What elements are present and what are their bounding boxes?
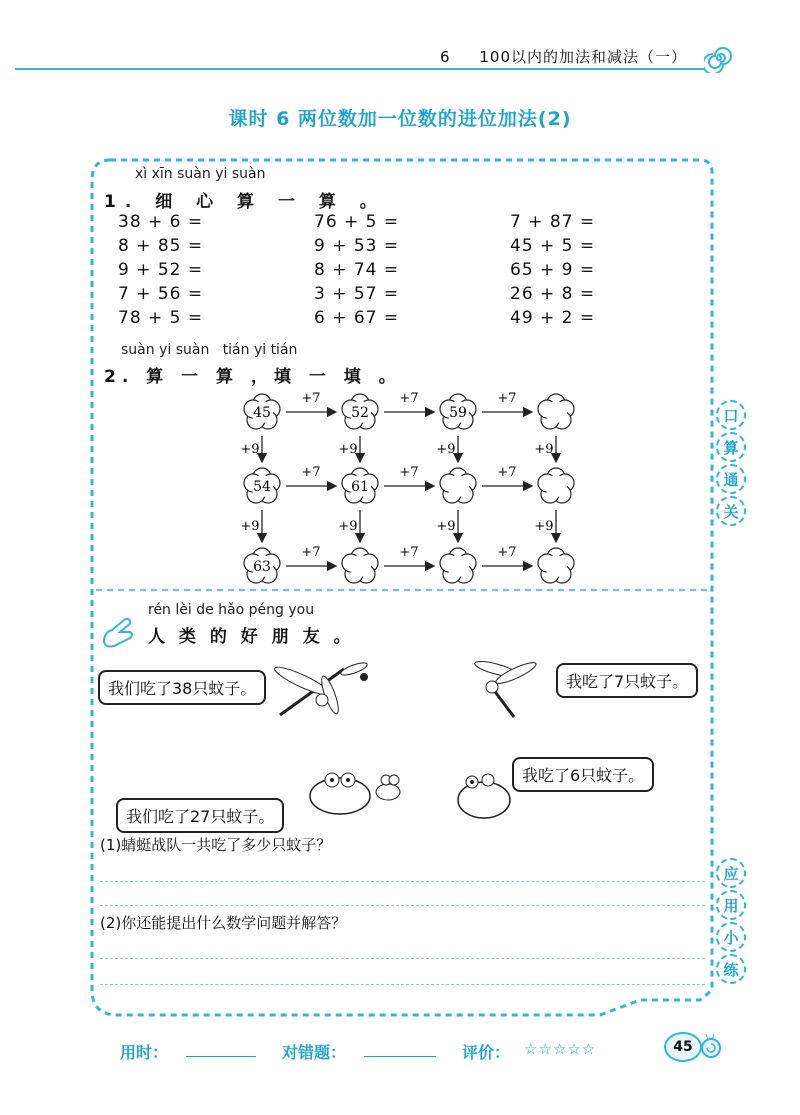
flower-number: 61	[351, 479, 369, 495]
flower-number: 52	[351, 405, 369, 421]
answer-line[interactable]	[100, 984, 705, 985]
speech-bubble: 我吃了6只蚊子。	[512, 757, 654, 792]
section2-pinyin: suàn yi suàn tián yi tián	[121, 342, 298, 358]
equation: 49 + 2 =	[510, 308, 596, 328]
row-op-label: +7	[301, 391, 321, 406]
col-op-label: +9	[240, 519, 260, 534]
equation: 6 + 67 =	[314, 308, 400, 328]
flower-blank-cell[interactable]	[538, 468, 574, 503]
equation: 7 + 56 =	[118, 284, 204, 304]
question-2: (2)你还能提出什么数学问题并解答？	[100, 914, 347, 932]
errors-label: 对错题：	[282, 1043, 347, 1062]
lesson-title: 课时 6 两位数加一位数的进位加法(2)	[228, 108, 572, 130]
dragonfly-icon	[272, 655, 382, 723]
row-op-label: +7	[399, 465, 419, 480]
flower-blank-cell[interactable]	[538, 394, 574, 429]
side-tab-char: 应	[716, 858, 746, 888]
col-op-label: +9	[240, 442, 260, 457]
chapter-title: 100以内的加法和减法（一）	[479, 48, 688, 66]
row-op-label: +7	[399, 545, 419, 560]
answer-line[interactable]	[100, 958, 705, 959]
side-tab-char: 小	[716, 922, 746, 952]
equation: 9 + 52 =	[118, 260, 204, 280]
flower-number: 63	[253, 559, 271, 575]
equation: 65 + 9 =	[510, 260, 596, 280]
time-label: 用时：	[120, 1043, 169, 1062]
time-input[interactable]	[186, 1038, 256, 1057]
speech-bubble: 我们吃了38只蚊子。	[98, 670, 266, 705]
col-op-label: +9	[338, 442, 358, 457]
section3-pinyin: rén lèi de hǎo péng you	[148, 602, 315, 618]
dragonfly-icon	[470, 655, 550, 723]
equation: 76 + 5 =	[314, 212, 400, 232]
equation-grid	[118, 212, 678, 328]
side-tab-oral	[716, 400, 746, 526]
frog-icon	[450, 768, 520, 828]
equation: 78 + 5 =	[118, 308, 204, 328]
frog-icon	[300, 766, 410, 826]
side-tab-char: 通	[716, 464, 746, 494]
rating-label: 评价：	[462, 1043, 511, 1062]
equation: 8 + 74 =	[314, 260, 400, 280]
flower-number: 59	[449, 405, 467, 421]
equation: 26 + 8 =	[510, 284, 596, 304]
flower-blank-cell[interactable]	[440, 468, 476, 503]
section2-title: 2. 算 一 算 ，填 一 填 。	[104, 367, 402, 387]
equation: 9 + 53 =	[314, 236, 400, 256]
section1-title: 1. 细 心 算 一 算 。	[104, 192, 386, 212]
equation: 7 + 87 =	[510, 212, 596, 232]
speech-bubble: 我吃了7只蚊子。	[556, 663, 698, 698]
equation: 3 + 57 =	[314, 284, 400, 304]
row-op-label: +7	[301, 545, 321, 560]
pointing-hand-icon	[100, 612, 140, 652]
col-op-label: +9	[338, 519, 358, 534]
col-op-label: +9	[436, 519, 456, 534]
flower-blank-cell[interactable]	[440, 548, 476, 583]
col-op-label: +9	[534, 519, 554, 534]
side-tab-char: 练	[716, 954, 746, 984]
answer-line[interactable]	[100, 881, 705, 882]
answer-line[interactable]	[100, 905, 705, 906]
flower-grid	[220, 380, 600, 590]
speech-bubble: 我们吃了27只蚊子。	[116, 798, 284, 833]
row-op-label: +7	[399, 391, 419, 406]
row-op-label: +7	[301, 465, 321, 480]
row-op-label: +7	[497, 545, 517, 560]
page-number: 45	[664, 1032, 702, 1062]
side-tab-application	[716, 858, 746, 984]
section3-title: 人 类 的 好 朋 友 。	[148, 627, 355, 647]
side-tab-char: 口	[716, 400, 746, 430]
equation: 45 + 5 =	[510, 236, 596, 256]
section1-pinyin: xì xīn suàn yi suàn	[135, 166, 266, 182]
side-tab-char: 关	[716, 496, 746, 526]
flower-number: 45	[253, 405, 271, 421]
rating-stars[interactable]: ☆☆☆☆☆	[524, 1040, 597, 1058]
side-tab-char: 算	[716, 432, 746, 462]
equation: 8 + 85 =	[118, 236, 204, 256]
snail-icon	[698, 1028, 724, 1062]
flower-blank-cell[interactable]	[538, 548, 574, 583]
col-op-label: +9	[436, 442, 456, 457]
col-op-label: +9	[534, 442, 554, 457]
question-1: (1)蜻蜓战队一共吃了多少只蚊子？	[100, 836, 332, 854]
flower-blank-cell[interactable]	[342, 548, 378, 583]
side-tab-char: 用	[716, 890, 746, 920]
row-op-label: +7	[497, 391, 517, 406]
errors-input[interactable]	[364, 1038, 436, 1057]
chapter-number: 6	[440, 48, 451, 66]
equation: 38 + 6 =	[118, 212, 204, 232]
row-op-label: +7	[497, 465, 517, 480]
flower-number: 54	[253, 479, 271, 495]
